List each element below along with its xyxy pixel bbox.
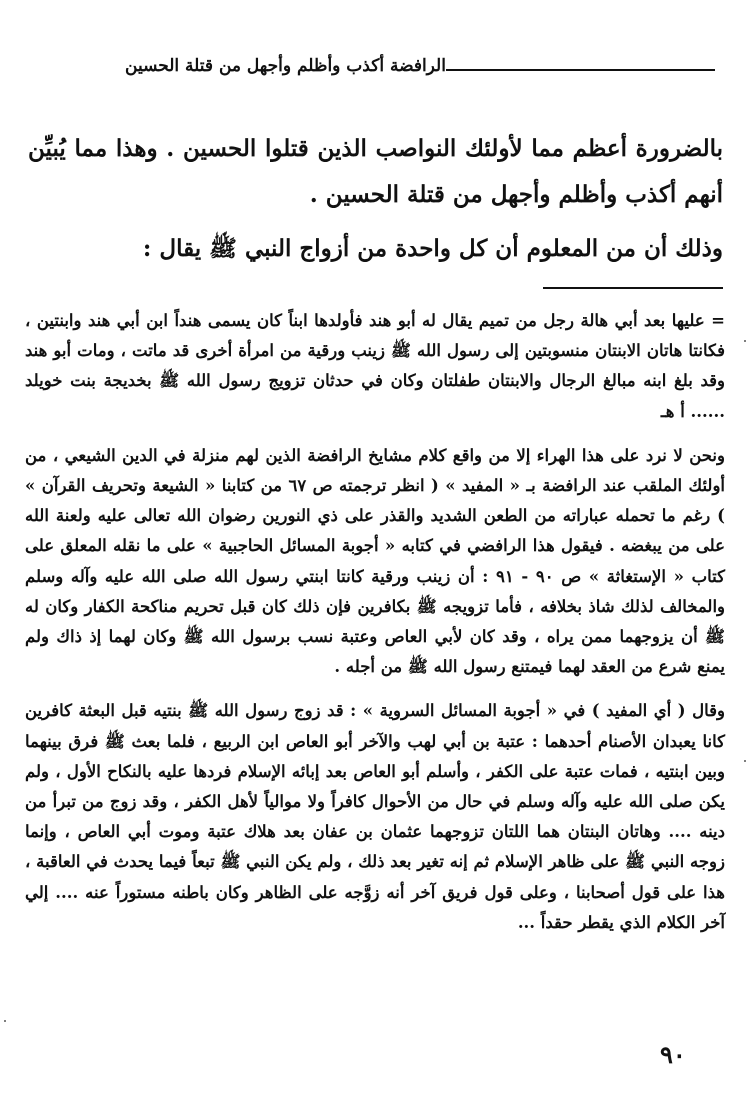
scan-speck (744, 340, 746, 342)
page-number: ٩٠ (660, 1040, 686, 1069)
footnotes (25, 306, 725, 952)
footnote-separator (543, 287, 723, 289)
running-title: الرافضة أكذب وأظلم وأجهل من قتلة الحسين (125, 56, 446, 76)
main-paragraph: وذلك أن من المعلوم أن كل واحدة من أزواج النبي ﷺ يقال : (142, 235, 723, 262)
scan-speck (744, 760, 746, 762)
header-rule (446, 69, 715, 71)
scan-speck (4, 1020, 6, 1022)
main-paragraph: بالضرورة أعظم مما لأولئك النواصب الذين قتلوا الحسين . وهذا مما يُبيِّن أنهم أكذب وأظلم وأجهل من قتلة الحسين . (28, 135, 723, 208)
footnote-paragraph: = عليها بعد أبي هالة رجل من تميم يقال له أبو هند فأولدها ابناً كان يسمى هنداً ابن أبي هند وابنتين ، فكانتا هاتان الابنتان منسوبتين إلى رسول الله ﷺ زينب ورقية من امرأة أخرى قد ماتت ، ومات أبو هند وقد بلغ ابنه مبالغ الرجال والابنتان طفلتان وكان في حدثان تزويج رسول الله ﷺ بخديجة بنت خويلد ...... أ هـ (25, 311, 725, 421)
main-text (28, 126, 723, 272)
running-header (125, 56, 725, 76)
footnote-paragraph: وقال ( أي المفيد ) في « أجوبة المسائل السروية » : قد زوج رسول الله ﷺ بنتيه قبل البعثة كافرين كانا يعبدان الأصنام أحدهما : عتبة بن أبي لهب والآخر أبو العاص ابن الربيع ، فلما بعث ﷺ فرق بينهما وبين ابنتيه ، فمات عتبة على الكفر ، وأسلم أبو العاص بعد إبائه الإسلام فردها عليه بالنكاح الأول ، ولم يكن صلى الله عليه وآله وسلم في حال من الأحوال كافراً ولا موالياً لأهل الكفر ، وقد زوج من تبرأ من دينه .... وهاتان البنتان هما اللتان تزوجهما عثمان بن عفان بعد هلاك عتبة وموت أبي العاص ، وإنما زوجه النبي ﷺ على ظاهر الإسلام ثم إنه تغير بعد ذلك ، ولم يكن النبي ﷺ تبعاً فيما يحدث في العاقبة ، هذا على قول أصحابنا ، وعلى قول فريق آخر أنه زوَّجه على الظاهر وكان باطنه مستوراً عنه .... إلي آخر الكلام الذي يقطر حقداً ... (25, 701, 725, 932)
footnote-paragraph: ونحن لا نرد على هذا الهراء إلا من واقع كلام مشايخ الرافضة الذين لهم منزلة في الدين الشيعي ، من أولئك الملقب عند الرافضة بـ « المفيد » ( انظر ترجمته ص ٦٧ من كتابنا « الشيعة وتحريف القرآن » ) رغم ما تحمله عباراته من الطعن الشديد والقذر على ذي النورين رضوان الله تعالى عليه ولعنة الله على من يبغضه . فيقول هذا الرافضي في كتابه « أجوبة المسائل الحاجبية » على ما نقله المعلق على كتاب « الإستغاثة » ص ٩٠ - ٩١ : أن زينب ورقية كانتا ابنتي رسول الله صلى الله عليه وآله وسلم والمخالف لذلك شاذ بخلافه ، فأما تزويجه ﷺ بكافرين فإن ذلك كان قبل تحريم مناكحة الكفار وكان له ﷺ أن يزوجهما ممن يراه ، وقد كان لأبي العاص وعتبة نسب برسول الله ﷺ وكان لهما إذ ذاك ولم يمنع شرع من العقد لهما فيمتنع رسول الله ﷺ من أجله . (25, 445, 726, 677)
